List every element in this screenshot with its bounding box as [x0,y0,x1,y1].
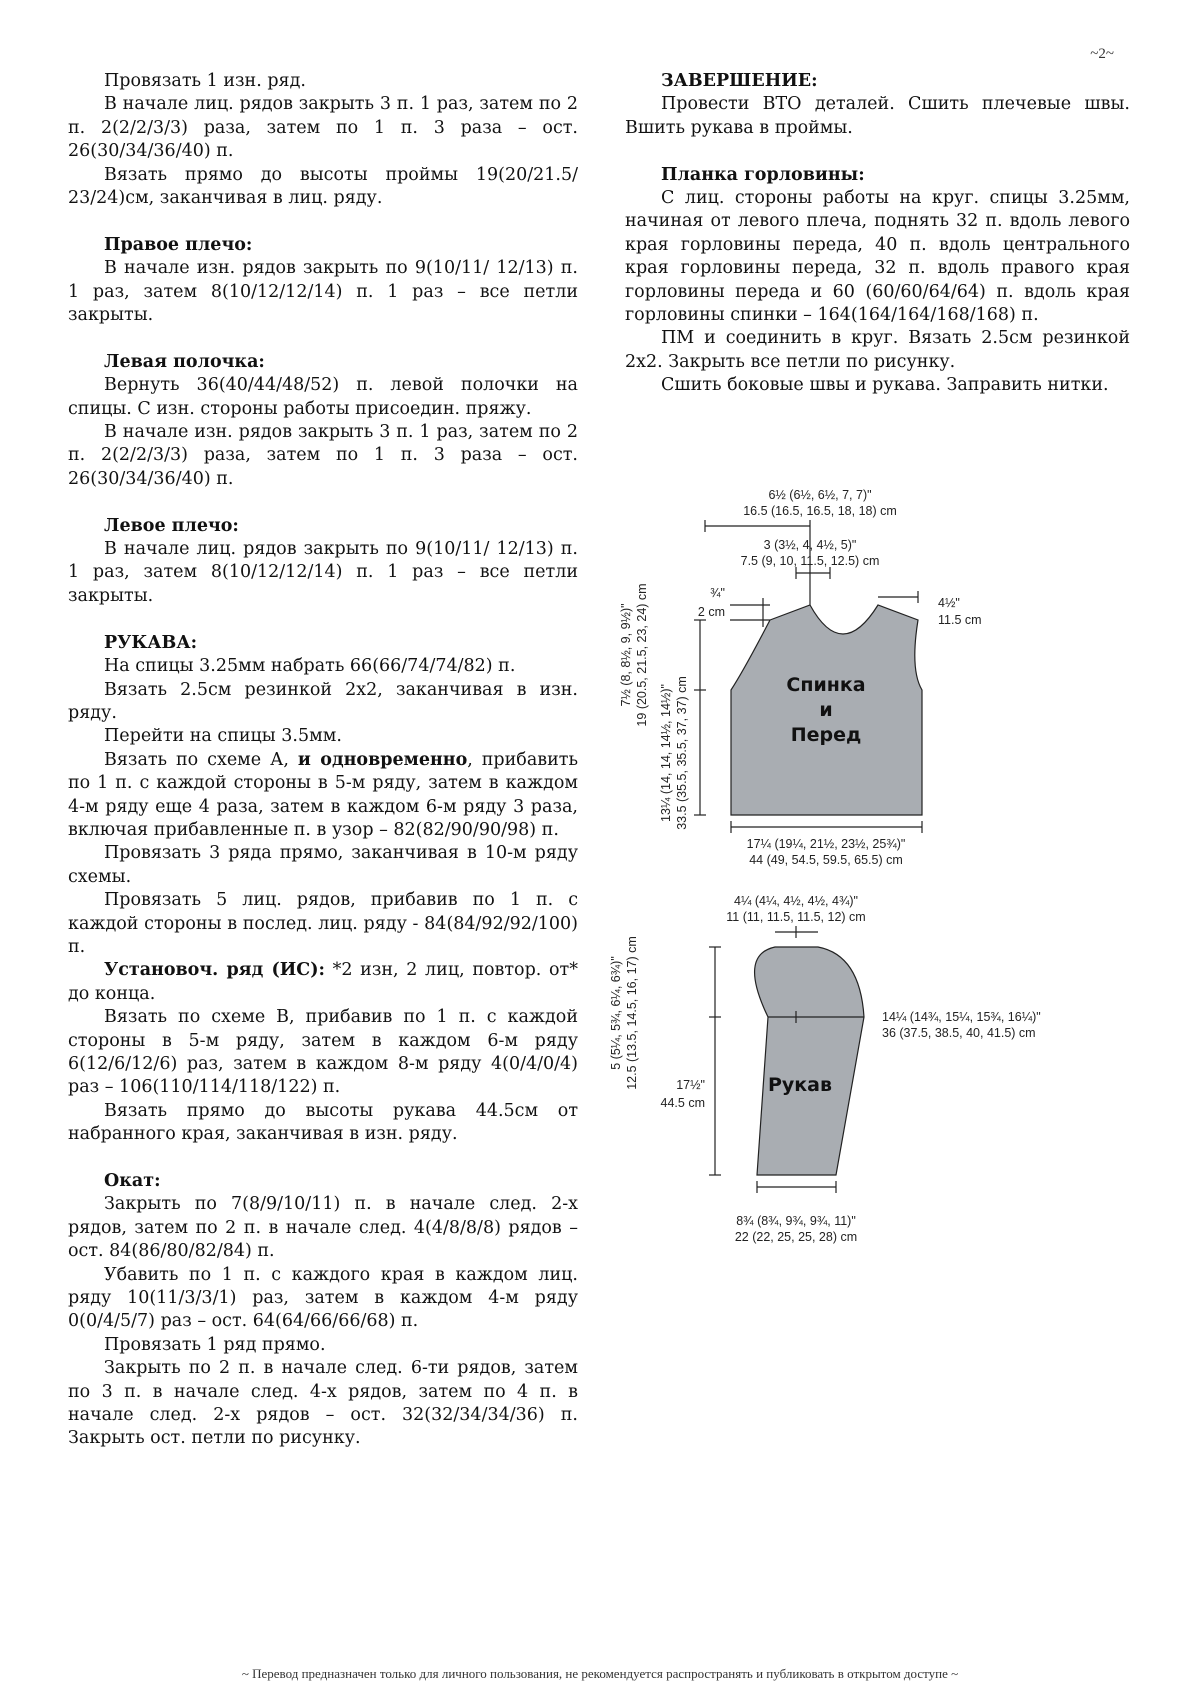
body-side-cm: 33.5 (35.5, 35.5, 37, 37) cm [675,676,689,830]
sleeve-top-cm: 11 (11, 11.5, 11.5, 12) cm [726,910,866,924]
body-title-line3: Перед [790,724,862,746]
body-armhole-in: 7½ (8, 8½, 9, 9½)" [619,603,633,707]
sleeve-cap-in: 5 (5¼, 5¾, 6¼, 6¾)" [609,956,623,1070]
text-run: , прибавить по 1 п. с каждой стороны в 5-м ряду, затем в каждом 4-м ряду еще 4 раза, затем в каждом 6-м ряду 3 раза, включая прибавленные п. в узор – 82(82/90/90/98) п. [68,749,578,840]
sleeve-width-in: 14¼ (14¾, 15¼, 15¾, 16¼)" [882,1010,1041,1024]
body-title-line2: и [819,699,833,721]
paragraph: В начале изн. рядов закрыть 3 п. 1 раз, затем по 2 п. 2(2/2/3/3) раза, затем по 1 п. 3 раза – ост. 26(30/34/36/40) п. [68,422,578,489]
paragraph: На спицы 3.25мм набрать 66(66/74/74/82) п. [104,656,516,677]
body-side-in: 13¼ (14, 14, 14½, 14½)" [659,684,673,822]
paragraph: Закрыть по 2 п. в начале след. 6-ти рядов, затем по 3 п. в начале след. 4-х рядов, затем по 4 п. в начале след. 2-х рядов – ост. 32(32/34/34/36) п. Закрыть ост. петли по рисунку. [68,1358,578,1449]
paragraph: Провязать 5 лиц. рядов, прибавив по 1 п. с каждой стороны в послед. лиц. ряду - 84(84/92/92/100) п. [68,890,578,957]
paragraph: ПМ и соединить в круг. Вязать 2.5см резинкой 2х2. Закрыть все петли по рисунку. [625,328,1130,372]
paragraph: Провести ВТО деталей. Сшить плечевые швы. Вшить рукава в проймы. [625,94,1130,138]
schematic-diagrams [609,485,1180,1365]
paragraph: Закрыть по 7(8/9/10/11) п. в начале след. 2-х рядов, затем по 2 п. в начале след. 4(4/8/8/8) рядов – ост. 84(86/80/82/84) п. [68,1194,578,1262]
paragraph: В начале лиц. рядов закрыть по 9(10/11/ 12/13) п. 1 раз, затем 8(10/12/12/14) п. 1 раз – все петли закрыты. [68,539,578,606]
body-shoulder-in: 4½" [938,596,960,610]
paragraph: Убавить по 1 п. с каждого края в каждом лиц. ряду 10(11/3/3/1) раз, затем в каждом 4-м ряду 0(0/4/5/7) раз – ост. 64(64/66/66/68) п. [68,1264,578,1332]
paragraph: С лиц. стороны работы на круг. спицы 3.25мм, начиная от левого плеча, поднять 32 п. вдоль левого края горловины переда, 40 п. вдоль центрального края горловины переда, 32 п. вдоль правого края горловины переда и 60 (60/60/64/64) п. вдоль края горловины спинки – 164(164/164/168/168) п. [625,188,1130,326]
paragraph: В начале лиц. рядов закрыть 3 п. 1 раз, затем по 2 п. 2(2/2/3/3) раза, затем по 1 п. 3 раза – ост. 26(30/34/36/40) п. [68,94,578,162]
section-heading-cap: Окат: [104,1171,161,1192]
page-number: ~2~ [1090,46,1114,62]
emphasis-text: и одновременно [297,749,468,770]
paragraph: Вязать 2.5см резинкой 2х2, заканчивая в изн. ряду. [68,679,578,723]
section-heading-right-shoulder: Правое плечо: [104,234,253,255]
paragraph: Вернуть 36(40/44/48/52) п. левой полочки на спицы. С изн. стороны работы присоедин. пряжу. [68,375,578,419]
sleeve-cap-cm: 12.5 (13.5, 14.5, 16, 17) cm [625,936,639,1090]
sleeve-top-in: 4¼ (4¼, 4½, 4½, 4¾)" [734,894,858,908]
body-title-line1: Спинка [786,674,866,696]
paragraph: Провязать 1 ряд прямо. [104,1334,326,1355]
paragraph: Сшить боковые швы и рукава. Заправить нитки. [661,375,1109,396]
body-shoulder-drop-cm: 2 cm [697,605,725,619]
sleeve-title: Рукав [767,1074,833,1096]
sleeve-length-in: 17½" [676,1078,705,1092]
paragraph: В начале изн. рядов закрыть по 9(10/11/ 12/13) п. 1 раз, затем 8(10/12/12/14) п. 1 раз – все петли закрыты. [68,258,578,326]
body-top-width-cm: 16.5 (16.5, 16.5, 18, 18) cm [743,504,897,518]
sleeve-width-cm: 36 (37.5, 38.5, 40, 41.5) cm [882,1026,1036,1040]
right-column [625,70,1130,398]
text-run: Вязать по схеме А, [104,749,289,770]
section-heading-finish: ЗАВЕРШЕНИЕ: [661,71,818,91]
left-column [68,70,578,1451]
paragraph: Вязать по схеме В, прибавив по 1 п. с каждой стороны в 5-м ряду, затем в каждом 6-м ряду 6(12/6/12/6) раз, затем в каждом 8-м ряду 4(0/4/0/4) раз – 106(110/114/118/122) п. [68,1007,578,1098]
section-heading-sleeves: РУКАВА: [104,632,198,653]
body-neck-cm: 7.5 (9, 10, 11.5, 12.5) cm [740,554,880,568]
body-neck-in: 3 (3½, 4, 4½, 5)" [763,538,857,552]
body-bottom-cm: 44 (49, 54.5, 59.5, 65.5) cm [749,853,903,867]
sleeve-piece-shape [755,947,864,1175]
body-shoulder-drop-in: ¾" [710,586,725,600]
paragraph: Провязать 1 изн. ряд. [104,71,306,91]
schematic-svg [609,485,1180,1365]
section-heading-left-front: Левая полочка: [104,351,265,372]
body-top-width-in: 6½ (6½, 6½, 7, 7)" [768,488,872,502]
text-run: *2 изн, 2 лиц, повтор. от* до конца. [68,960,578,1004]
body-shoulder-cm: 11.5 cm [938,613,982,627]
sleeve-length-cm: 44.5 cm [660,1096,705,1110]
body-bottom-in: 17¼ (19¼, 21½, 23½, 25¾)" [746,837,906,851]
sleeve-cuff-in: 8¾ (8¾, 9¾, 9¾, 11)" [736,1214,856,1228]
paragraph: Вязать прямо до высоты рукава 44.5см от набранного края, заканчивая в изн. ряду. [68,1100,578,1145]
sleeve-cuff-cm: 22 (22, 25, 25, 28) cm [734,1230,858,1244]
footer-disclaimer: ~ Перевод предназначен только для личного пользования, не рекомендуется распространять и публиковать в открытом доступе ~ [241,1666,959,1681]
paragraph: Провязать 3 ряда прямо, заканчивая в 10-м ряду схемы. [68,843,578,887]
paragraph [68,749,578,843]
paragraph: Вязать прямо до высоты проймы 19(20/21.5/ 23/24)см, заканчивая в лиц. ряду. [68,164,578,209]
body-armhole-cm: 19 (20.5, 21.5, 23, 24) cm [635,583,649,727]
section-heading-left-shoulder: Левое плечо: [104,515,239,536]
paragraph [68,959,578,1006]
section-heading-neckband: Планка горловины: [661,164,865,185]
paragraph: Перейти на спицы 3.5мм. [104,726,342,747]
emphasis-text: Установоч. ряд (ИС): [104,960,325,981]
